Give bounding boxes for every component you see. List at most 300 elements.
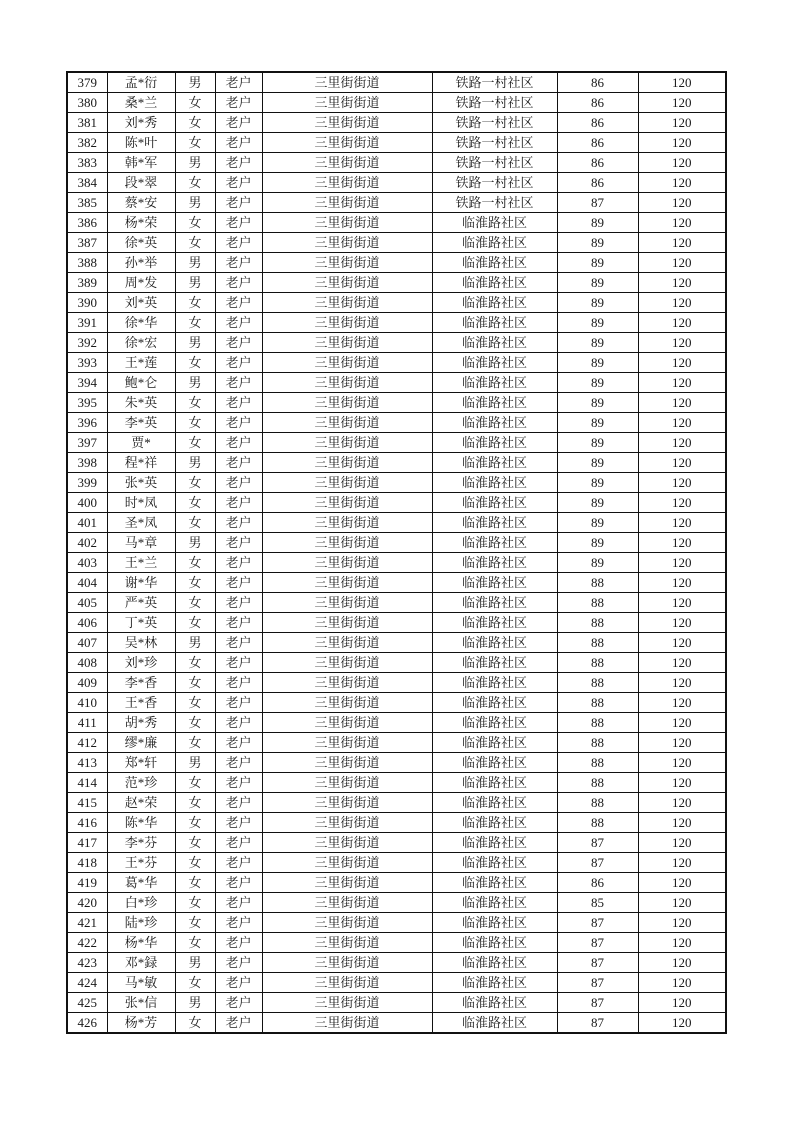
cell-amount: 120 (638, 753, 726, 773)
table-row (67, 993, 726, 1013)
table-row (67, 493, 726, 513)
cell-gender: 女 (175, 93, 215, 113)
resident-subsidy-table (66, 71, 727, 1034)
cell-amount: 120 (638, 793, 726, 813)
cell-amount: 120 (638, 253, 726, 273)
cell-household-type: 老户 (215, 893, 262, 913)
cell-name: 邓*録 (107, 953, 175, 973)
cell-gender: 女 (175, 613, 215, 633)
cell-name: 韩*军 (107, 153, 175, 173)
cell-serial-number: 411 (67, 713, 107, 733)
cell-gender: 女 (175, 353, 215, 373)
cell-household-type: 老户 (215, 273, 262, 293)
cell-community: 临淮路社区 (432, 893, 557, 913)
cell-household-type: 老户 (215, 393, 262, 413)
cell-community: 临淮路社区 (432, 273, 557, 293)
cell-serial-number: 410 (67, 693, 107, 713)
cell-community: 铁路一村社区 (432, 93, 557, 113)
cell-amount: 120 (638, 673, 726, 693)
cell-age: 86 (557, 93, 638, 113)
cell-street: 三里街街道 (262, 853, 432, 873)
cell-name: 刘*秀 (107, 113, 175, 133)
cell-community: 临淮路社区 (432, 293, 557, 313)
cell-serial-number: 416 (67, 813, 107, 833)
cell-community: 临淮路社区 (432, 253, 557, 273)
cell-name: 程*祥 (107, 453, 175, 473)
cell-community: 临淮路社区 (432, 993, 557, 1013)
cell-serial-number: 420 (67, 893, 107, 913)
cell-amount: 120 (638, 353, 726, 373)
cell-name: 范*珍 (107, 773, 175, 793)
cell-household-type: 老户 (215, 993, 262, 1013)
cell-serial-number: 424 (67, 973, 107, 993)
table-row (67, 193, 726, 213)
cell-gender: 男 (175, 72, 215, 93)
cell-age: 89 (557, 493, 638, 513)
table-row (67, 473, 726, 493)
cell-street: 三里街街道 (262, 1013, 432, 1034)
cell-street: 三里街街道 (262, 893, 432, 913)
cell-household-type: 老户 (215, 613, 262, 633)
cell-amount: 120 (638, 493, 726, 513)
cell-amount: 120 (638, 333, 726, 353)
cell-community: 临淮路社区 (432, 213, 557, 233)
cell-age: 87 (557, 953, 638, 973)
cell-street: 三里街街道 (262, 513, 432, 533)
cell-age: 88 (557, 773, 638, 793)
cell-gender: 女 (175, 693, 215, 713)
cell-street: 三里街街道 (262, 133, 432, 153)
table-row (67, 513, 726, 533)
cell-name: 严*英 (107, 593, 175, 613)
cell-household-type: 老户 (215, 733, 262, 753)
cell-name: 周*发 (107, 273, 175, 293)
cell-name: 蔡*安 (107, 193, 175, 213)
cell-community: 临淮路社区 (432, 433, 557, 453)
cell-gender: 男 (175, 333, 215, 353)
cell-street: 三里街街道 (262, 113, 432, 133)
cell-community: 临淮路社区 (432, 913, 557, 933)
cell-serial-number: 383 (67, 153, 107, 173)
cell-age: 87 (557, 933, 638, 953)
table-row (67, 933, 726, 953)
cell-serial-number: 408 (67, 653, 107, 673)
cell-name: 徐*英 (107, 233, 175, 253)
cell-serial-number: 406 (67, 613, 107, 633)
table-row (67, 433, 726, 453)
table-row (67, 553, 726, 573)
cell-name: 郑*轩 (107, 753, 175, 773)
table-row (67, 273, 726, 293)
cell-serial-number: 390 (67, 293, 107, 313)
cell-community: 铁路一村社区 (432, 193, 557, 213)
table-row (67, 293, 726, 313)
cell-amount: 120 (638, 853, 726, 873)
cell-age: 88 (557, 713, 638, 733)
table-row (67, 733, 726, 753)
cell-household-type: 老户 (215, 293, 262, 313)
cell-name: 谢*华 (107, 573, 175, 593)
cell-serial-number: 415 (67, 793, 107, 813)
cell-serial-number: 407 (67, 633, 107, 653)
cell-street: 三里街街道 (262, 753, 432, 773)
cell-name: 段*翠 (107, 173, 175, 193)
table-row (67, 573, 726, 593)
cell-name: 李*香 (107, 673, 175, 693)
cell-gender: 男 (175, 193, 215, 213)
cell-community: 临淮路社区 (432, 333, 557, 353)
cell-street: 三里街街道 (262, 72, 432, 93)
cell-age: 88 (557, 653, 638, 673)
cell-amount: 120 (638, 72, 726, 93)
cell-serial-number: 423 (67, 953, 107, 973)
table-row (67, 153, 726, 173)
cell-amount: 120 (638, 833, 726, 853)
cell-name: 杨*华 (107, 933, 175, 953)
table-row (67, 93, 726, 113)
cell-amount: 120 (638, 1013, 726, 1034)
cell-community: 临淮路社区 (432, 873, 557, 893)
cell-serial-number: 388 (67, 253, 107, 273)
cell-name: 王*兰 (107, 553, 175, 573)
cell-household-type: 老户 (215, 193, 262, 213)
cell-household-type: 老户 (215, 673, 262, 693)
cell-street: 三里街街道 (262, 953, 432, 973)
table-row (67, 873, 726, 893)
cell-serial-number: 386 (67, 213, 107, 233)
cell-age: 89 (557, 533, 638, 553)
cell-street: 三里街街道 (262, 573, 432, 593)
cell-gender: 女 (175, 513, 215, 533)
cell-community: 临淮路社区 (432, 853, 557, 873)
cell-community: 临淮路社区 (432, 533, 557, 553)
cell-household-type: 老户 (215, 513, 262, 533)
cell-serial-number: 409 (67, 673, 107, 693)
cell-household-type: 老户 (215, 413, 262, 433)
cell-age: 89 (557, 393, 638, 413)
cell-gender: 女 (175, 393, 215, 413)
cell-serial-number: 421 (67, 913, 107, 933)
cell-age: 89 (557, 273, 638, 293)
cell-amount: 120 (638, 733, 726, 753)
cell-street: 三里街街道 (262, 793, 432, 813)
cell-name: 李*英 (107, 413, 175, 433)
cell-community: 铁路一村社区 (432, 72, 557, 93)
cell-gender: 女 (175, 733, 215, 753)
cell-age: 86 (557, 72, 638, 93)
cell-community: 铁路一村社区 (432, 173, 557, 193)
cell-community: 临淮路社区 (432, 793, 557, 813)
cell-name: 缪*廉 (107, 733, 175, 753)
cell-community: 临淮路社区 (432, 313, 557, 333)
cell-household-type: 老户 (215, 133, 262, 153)
cell-serial-number: 392 (67, 333, 107, 353)
cell-street: 三里街街道 (262, 533, 432, 553)
cell-street: 三里街街道 (262, 833, 432, 853)
cell-age: 87 (557, 853, 638, 873)
cell-age: 88 (557, 673, 638, 693)
cell-gender: 女 (175, 473, 215, 493)
cell-amount: 120 (638, 273, 726, 293)
cell-community: 临淮路社区 (432, 1013, 557, 1034)
cell-household-type: 老户 (215, 873, 262, 893)
cell-amount: 120 (638, 173, 726, 193)
cell-name: 徐*宏 (107, 333, 175, 353)
cell-amount: 120 (638, 973, 726, 993)
cell-household-type: 老户 (215, 353, 262, 373)
cell-amount: 120 (638, 453, 726, 473)
cell-serial-number: 419 (67, 873, 107, 893)
cell-household-type: 老户 (215, 773, 262, 793)
cell-gender: 女 (175, 913, 215, 933)
cell-gender: 女 (175, 213, 215, 233)
cell-serial-number: 398 (67, 453, 107, 473)
cell-street: 三里街街道 (262, 593, 432, 613)
cell-gender: 女 (175, 973, 215, 993)
table-row (67, 453, 726, 473)
cell-street: 三里街街道 (262, 273, 432, 293)
cell-serial-number: 396 (67, 413, 107, 433)
cell-age: 89 (557, 253, 638, 273)
cell-name: 李*芬 (107, 833, 175, 853)
cell-street: 三里街街道 (262, 413, 432, 433)
cell-community: 临淮路社区 (432, 513, 557, 533)
cell-street: 三里街街道 (262, 913, 432, 933)
cell-name: 徐*华 (107, 313, 175, 333)
cell-street: 三里街街道 (262, 93, 432, 113)
cell-name: 朱*英 (107, 393, 175, 413)
cell-community: 临淮路社区 (432, 753, 557, 773)
cell-street: 三里街街道 (262, 613, 432, 633)
cell-street: 三里街街道 (262, 293, 432, 313)
cell-amount: 120 (638, 553, 726, 573)
table-row (67, 113, 726, 133)
table-row (67, 333, 726, 353)
cell-gender: 女 (175, 713, 215, 733)
table-row (67, 653, 726, 673)
cell-community: 铁路一村社区 (432, 153, 557, 173)
table-row (67, 1013, 726, 1034)
cell-serial-number: 381 (67, 113, 107, 133)
cell-age: 87 (557, 1013, 638, 1034)
cell-age: 87 (557, 913, 638, 933)
table-row (67, 673, 726, 693)
cell-household-type: 老户 (215, 93, 262, 113)
cell-gender: 女 (175, 813, 215, 833)
table-row (67, 253, 726, 273)
cell-name: 丁*英 (107, 613, 175, 633)
cell-gender: 女 (175, 853, 215, 873)
cell-community: 临淮路社区 (432, 493, 557, 513)
cell-amount: 120 (638, 513, 726, 533)
cell-community: 临淮路社区 (432, 633, 557, 653)
cell-age: 88 (557, 693, 638, 713)
cell-serial-number: 379 (67, 72, 107, 93)
cell-gender: 女 (175, 873, 215, 893)
cell-amount: 120 (638, 573, 726, 593)
cell-street: 三里街街道 (262, 473, 432, 493)
cell-community: 临淮路社区 (432, 353, 557, 373)
cell-community: 临淮路社区 (432, 773, 557, 793)
cell-age: 87 (557, 993, 638, 1013)
cell-name: 陈*华 (107, 813, 175, 833)
table-row (67, 173, 726, 193)
cell-name: 圣*凤 (107, 513, 175, 533)
cell-age: 88 (557, 573, 638, 593)
table-row (67, 233, 726, 253)
cell-household-type: 老户 (215, 233, 262, 253)
cell-name: 陈*叶 (107, 133, 175, 153)
cell-household-type: 老户 (215, 593, 262, 613)
table-row (67, 793, 726, 813)
table-row (67, 833, 726, 853)
cell-household-type: 老户 (215, 72, 262, 93)
cell-serial-number: 394 (67, 373, 107, 393)
cell-gender: 女 (175, 113, 215, 133)
table-row (67, 533, 726, 553)
table-row (67, 893, 726, 913)
cell-community: 临淮路社区 (432, 373, 557, 393)
cell-age: 86 (557, 113, 638, 133)
cell-community: 临淮路社区 (432, 473, 557, 493)
table-row (67, 853, 726, 873)
cell-name: 白*珍 (107, 893, 175, 913)
cell-amount: 120 (638, 193, 726, 213)
table-row (67, 813, 726, 833)
cell-street: 三里街街道 (262, 673, 432, 693)
cell-household-type: 老户 (215, 933, 262, 953)
cell-age: 85 (557, 893, 638, 913)
cell-street: 三里街街道 (262, 813, 432, 833)
cell-name: 吴*林 (107, 633, 175, 653)
cell-household-type: 老户 (215, 533, 262, 553)
cell-street: 三里街街道 (262, 313, 432, 333)
cell-community: 铁路一村社区 (432, 133, 557, 153)
cell-name: 王*芬 (107, 853, 175, 873)
cell-household-type: 老户 (215, 453, 262, 473)
cell-street: 三里街街道 (262, 733, 432, 753)
cell-street: 三里街街道 (262, 713, 432, 733)
cell-street: 三里街街道 (262, 433, 432, 453)
cell-community: 临淮路社区 (432, 453, 557, 473)
table-row (67, 413, 726, 433)
cell-community: 铁路一村社区 (432, 113, 557, 133)
cell-amount: 120 (638, 933, 726, 953)
cell-gender: 女 (175, 433, 215, 453)
cell-community: 临淮路社区 (432, 553, 557, 573)
cell-gender: 男 (175, 253, 215, 273)
cell-household-type: 老户 (215, 753, 262, 773)
cell-street: 三里街街道 (262, 493, 432, 513)
cell-amount: 120 (638, 153, 726, 173)
cell-community: 临淮路社区 (432, 673, 557, 693)
table-row (67, 593, 726, 613)
cell-age: 86 (557, 873, 638, 893)
cell-street: 三里街街道 (262, 973, 432, 993)
cell-household-type: 老户 (215, 1013, 262, 1034)
cell-community: 临淮路社区 (432, 393, 557, 413)
cell-street: 三里街街道 (262, 373, 432, 393)
cell-amount: 120 (638, 693, 726, 713)
cell-name: 张*英 (107, 473, 175, 493)
cell-community: 临淮路社区 (432, 653, 557, 673)
cell-serial-number: 418 (67, 853, 107, 873)
cell-amount: 120 (638, 293, 726, 313)
table-body (67, 72, 726, 1033)
table-row (67, 753, 726, 773)
cell-amount: 120 (638, 993, 726, 1013)
cell-household-type: 老户 (215, 713, 262, 733)
cell-street: 三里街街道 (262, 353, 432, 373)
cell-amount: 120 (638, 773, 726, 793)
cell-serial-number: 380 (67, 93, 107, 113)
cell-serial-number: 393 (67, 353, 107, 373)
cell-gender: 女 (175, 793, 215, 813)
cell-age: 86 (557, 153, 638, 173)
cell-household-type: 老户 (215, 433, 262, 453)
cell-serial-number: 425 (67, 993, 107, 1013)
cell-household-type: 老户 (215, 313, 262, 333)
cell-community: 临淮路社区 (432, 833, 557, 853)
cell-amount: 120 (638, 593, 726, 613)
cell-serial-number: 422 (67, 933, 107, 953)
cell-gender: 女 (175, 893, 215, 913)
cell-serial-number: 401 (67, 513, 107, 533)
cell-gender: 女 (175, 1013, 215, 1034)
cell-age: 89 (557, 293, 638, 313)
cell-street: 三里街街道 (262, 693, 432, 713)
cell-gender: 女 (175, 933, 215, 953)
cell-gender: 男 (175, 633, 215, 653)
cell-amount: 120 (638, 233, 726, 253)
cell-age: 87 (557, 973, 638, 993)
table-row (67, 373, 726, 393)
cell-street: 三里街街道 (262, 553, 432, 573)
cell-age: 89 (557, 553, 638, 573)
cell-community: 临淮路社区 (432, 233, 557, 253)
cell-household-type: 老户 (215, 373, 262, 393)
cell-name: 鲍*仑 (107, 373, 175, 393)
cell-household-type: 老户 (215, 173, 262, 193)
cell-gender: 女 (175, 573, 215, 593)
cell-household-type: 老户 (215, 573, 262, 593)
table-row (67, 353, 726, 373)
cell-name: 马*章 (107, 533, 175, 553)
cell-household-type: 老户 (215, 153, 262, 173)
cell-gender: 女 (175, 593, 215, 613)
cell-name: 王*香 (107, 693, 175, 713)
cell-amount: 120 (638, 393, 726, 413)
cell-gender: 男 (175, 373, 215, 393)
cell-household-type: 老户 (215, 953, 262, 973)
cell-name: 刘*珍 (107, 653, 175, 673)
cell-community: 临淮路社区 (432, 593, 557, 613)
cell-household-type: 老户 (215, 253, 262, 273)
cell-name: 陆*珍 (107, 913, 175, 933)
cell-age: 89 (557, 313, 638, 333)
cell-community: 临淮路社区 (432, 973, 557, 993)
cell-age: 89 (557, 413, 638, 433)
cell-gender: 男 (175, 273, 215, 293)
cell-age: 87 (557, 833, 638, 853)
cell-gender: 女 (175, 293, 215, 313)
cell-gender: 女 (175, 413, 215, 433)
cell-age: 86 (557, 173, 638, 193)
cell-age: 89 (557, 453, 638, 473)
cell-street: 三里街街道 (262, 173, 432, 193)
table-row (67, 613, 726, 633)
cell-community: 临淮路社区 (432, 613, 557, 633)
